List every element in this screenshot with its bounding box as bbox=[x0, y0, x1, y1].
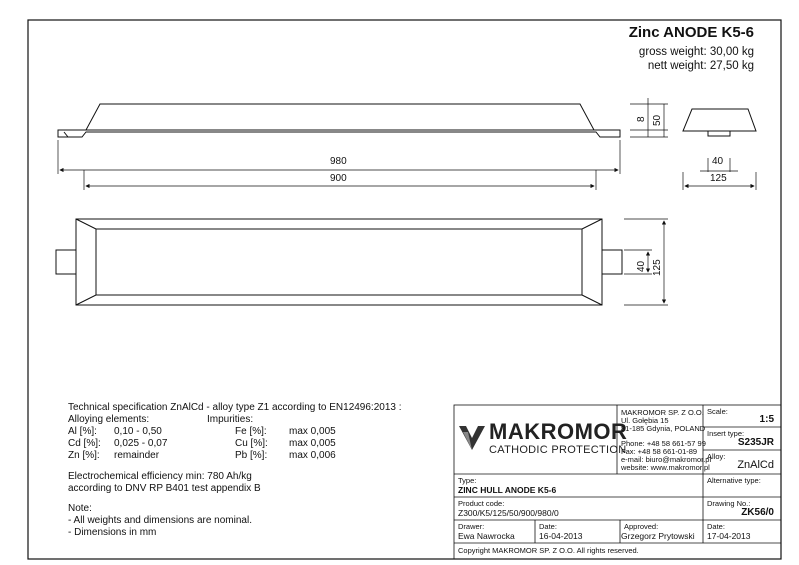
note-2: - Dimensions in mm bbox=[68, 527, 157, 538]
spec-val-cd: 0,025 - 0,07 bbox=[114, 438, 168, 449]
spec-val-zn: remainder bbox=[114, 450, 160, 461]
dim-label-40-top: 40 bbox=[636, 260, 647, 272]
approved-value: Grzegorz Prytowski bbox=[621, 531, 695, 541]
alloy-value: ZnAlCd bbox=[737, 459, 774, 471]
anode-side-view bbox=[58, 104, 620, 137]
spec-imp-fe: Fe [%]: bbox=[235, 426, 267, 437]
address-line: Phone: +48 58 661-57 99 bbox=[621, 438, 706, 448]
company-logo-text: MAKROMOR bbox=[489, 419, 628, 444]
dim-label-8: 8 bbox=[636, 116, 647, 122]
insert-label: Insert type: bbox=[707, 429, 745, 438]
dim-label-125-top: 125 bbox=[652, 259, 663, 276]
type-value: ZINC HULL ANODE K5-6 bbox=[458, 485, 557, 495]
dim-label-980: 980 bbox=[330, 156, 347, 167]
product-code-value: Z300/K5/125/50/900/980/0 bbox=[458, 508, 559, 518]
copyright: Copyright MAKROMOR SP. Z O.O. All rights reserved. bbox=[458, 546, 639, 555]
alloy-label: Alloy: bbox=[707, 452, 726, 461]
spec-val-al: 0,10 - 0,50 bbox=[114, 426, 162, 437]
address-line: Fax: +48 58 661-01-89 bbox=[621, 446, 698, 456]
insert-value: S235JR bbox=[737, 437, 774, 448]
drawer-value: Ewa Nawrocka bbox=[458, 531, 515, 541]
drawing-no-value: ZK56/0 bbox=[741, 507, 774, 518]
alternative-label: Alternative type: bbox=[707, 476, 761, 485]
efficiency-line2: according to DNV RP B401 test appendix B bbox=[68, 483, 261, 494]
nett-weight: nett weight: 27,50 kg bbox=[647, 60, 754, 72]
makromor-logo-icon bbox=[459, 426, 485, 450]
type-label: Type: bbox=[458, 476, 477, 485]
date-value-1: 16-04-2013 bbox=[539, 531, 583, 541]
note-title: Note: bbox=[68, 503, 92, 514]
efficiency-line1: Electrochemical efficiency min: 780 Ah/kg bbox=[68, 471, 252, 482]
spec-imp-pb: Pb [%]: bbox=[235, 450, 268, 461]
spec-max-fe: max 0,005 bbox=[289, 426, 336, 437]
date-label-2: Date: bbox=[707, 522, 725, 531]
company-subtitle: CATHODIC PROTECTION bbox=[489, 444, 627, 456]
date-value-2: 17-04-2013 bbox=[707, 531, 751, 541]
drawing-no-label: Drawing No.: bbox=[707, 499, 751, 508]
impurities-title: Impurities: bbox=[207, 414, 254, 425]
dim-label-125-end: 125 bbox=[710, 173, 727, 184]
spec-max-pb: max 0,006 bbox=[289, 450, 336, 461]
company-address bbox=[621, 409, 711, 472]
alloying-title: Alloying elements: bbox=[68, 414, 150, 425]
approved-label: Approved: bbox=[624, 522, 659, 531]
drawer-label: Drawer: bbox=[458, 522, 485, 531]
spec-el-zn: Zn [%]: bbox=[68, 450, 100, 461]
spec-imp-cu: Cu [%]: bbox=[235, 438, 268, 449]
dim-label-40-end: 40 bbox=[712, 156, 724, 167]
address-line: MAKROMOR SP. Z O.O. bbox=[621, 408, 704, 417]
dim-label-50: 50 bbox=[652, 114, 663, 126]
spec-line: Technical specification ZnAlCd - alloy type Z1 according to EN12496:2013 : bbox=[68, 402, 402, 413]
spec-el-cd: Cd [%]: bbox=[68, 438, 101, 449]
spec-max-cu: max 0,005 bbox=[289, 438, 336, 449]
address-line: website: www.makromor.pl bbox=[621, 463, 710, 473]
dim-label-900: 900 bbox=[330, 173, 347, 184]
address-line: Ul. Gołębia 15 bbox=[621, 416, 669, 426]
drawing-title: Zinc ANODE K5-6 bbox=[628, 24, 754, 41]
address-line: 81-185 Gdynia, POLAND bbox=[621, 424, 706, 434]
address-line: e-mail: biuro@makromor.pl bbox=[621, 455, 712, 465]
anode-top-view bbox=[56, 219, 622, 305]
scale-value: 1:5 bbox=[759, 414, 774, 425]
scale-label: Scale: bbox=[707, 407, 728, 416]
date-label-1: Date: bbox=[539, 522, 557, 531]
product-code-label: Product code: bbox=[458, 499, 505, 508]
note-1: - All weights and dimensions are nominal. bbox=[68, 515, 252, 526]
gross-weight: gross weight: 30,00 kg bbox=[638, 46, 754, 58]
anode-end-view bbox=[683, 109, 756, 136]
spec-el-al: Al [%]: bbox=[68, 426, 97, 437]
